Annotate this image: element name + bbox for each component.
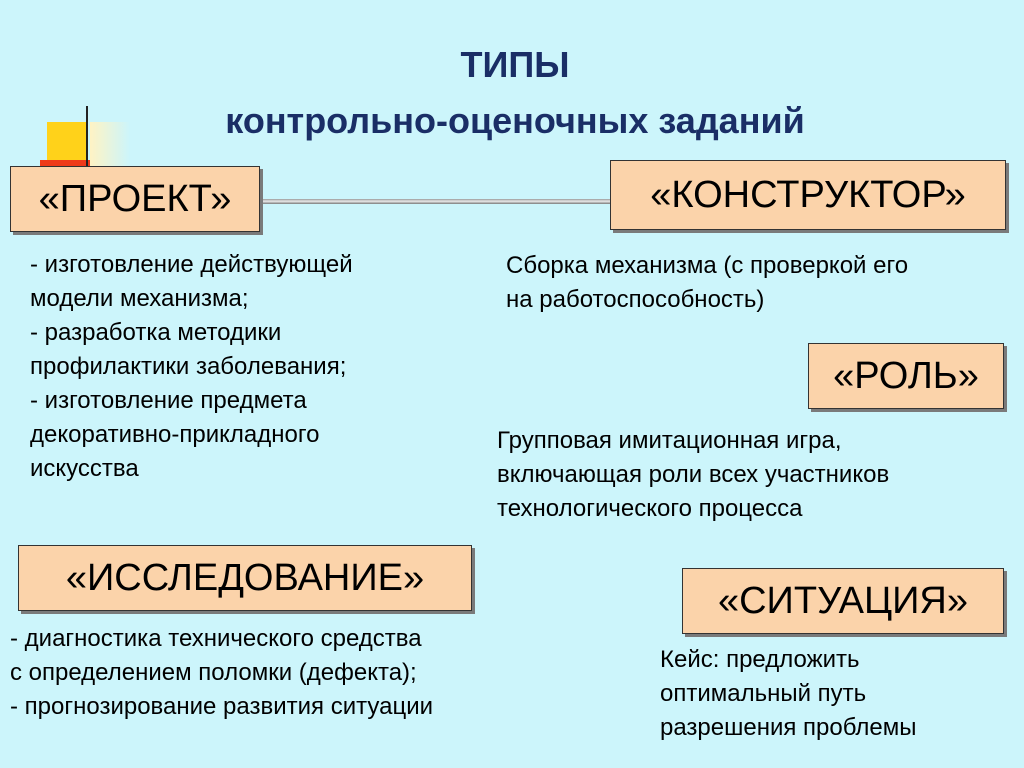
description-line: - диагностика технического средства bbox=[10, 625, 422, 652]
card-situacia-label: «СИТУАЦИЯ» bbox=[682, 568, 1004, 634]
description-line: разрешения проблемы bbox=[660, 714, 917, 741]
description-line: технологического процесса bbox=[497, 495, 803, 522]
card-issledovanie-description bbox=[10, 622, 433, 724]
card-rol-label: «РОЛЬ» bbox=[808, 343, 1004, 409]
card-konstruktor-label: «КОНСТРУКТОР» bbox=[610, 160, 1006, 230]
description-line: профилактики заболевания; bbox=[30, 353, 347, 380]
card-proekt-description bbox=[30, 248, 353, 486]
title-line-1: ТИПЫ bbox=[460, 44, 570, 85]
description-line: оптимальный путь bbox=[660, 680, 867, 707]
description-line: Групповая имитационная игра, bbox=[497, 427, 842, 454]
card-konstruktor-description bbox=[506, 249, 908, 317]
description-line: - изготовление действующей bbox=[30, 251, 353, 278]
card-issledovanie-label: «ИССЛЕДОВАНИЕ» bbox=[18, 545, 472, 611]
title-line-2: контрольно-оценочных заданий bbox=[225, 100, 805, 141]
description-line: - разработка методики bbox=[30, 319, 282, 346]
description-line: Кейс: предложить bbox=[660, 646, 860, 673]
card-rol-description bbox=[497, 424, 889, 526]
description-line: модели механизма; bbox=[30, 285, 249, 312]
description-line: декоративно-прикладного bbox=[30, 421, 320, 448]
description-line: с определением поломки (дефекта); bbox=[10, 659, 417, 686]
description-line: на работоспособность) bbox=[506, 286, 765, 313]
connector-line bbox=[262, 199, 610, 204]
description-line: Сборка механизма (с проверкой его bbox=[506, 252, 909, 279]
card-proekt-label: «ПРОЕКТ» bbox=[10, 166, 260, 232]
description-line: - изготовление предмета bbox=[30, 387, 307, 414]
description-line: искусства bbox=[30, 455, 139, 482]
description-line: включающая роли всех участников bbox=[497, 461, 890, 488]
card-situacia-description bbox=[660, 643, 917, 745]
description-line: - прогнозирование развития ситуации bbox=[10, 693, 433, 720]
